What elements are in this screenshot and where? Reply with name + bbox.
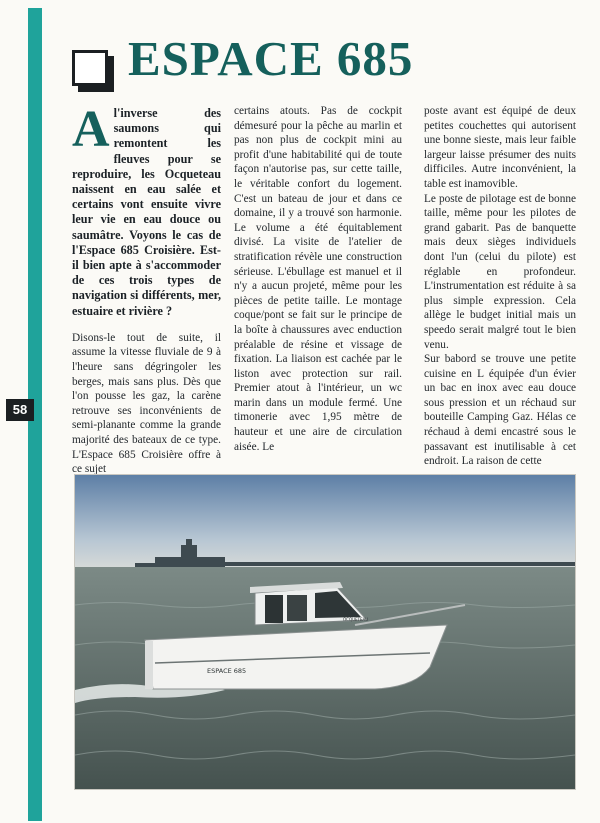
boat-photo <box>74 474 576 790</box>
body-paragraph: certains atouts. Pas de cockpit démesuré pour la pêche au marlin et pas non plus de cockpit mini au profit d'une habitabilité qui de toute façon n'autorise pas, sur cette taille, le véritable confort du logement. C'est un bateau de jour et dans ce domaine, il y a trouvé son harmonie. Le volume a été équitablement divisé. La visite de l'atelier de stratification révèle une construction sérieuse. L'ébullage est manuel et il n'y a aucun projeté, même pour les pièces de petite taille. Le montage coque/pont se fait sur le principe de la boîte à chaussures avec enduction préalable de résine et vissage de fixation. La liaison est cachée par le liston avec protection sur rail. Premier atout à l'intérieur, un wc marin dans un module fermé. Une timonerie avec 1,95 mètre de hauteur et une aire de circulation aisée. Le <box>234 105 402 453</box>
body-paragraph: poste avant est équipé de deux petites couchettes qui autorisent une bonne sieste, mais leur faible largeur laisse présumer des nuits difficiles. Autre inconvénient, la table est inamovible. <box>424 105 576 190</box>
article-column-1 <box>72 101 221 477</box>
intro-text: l'inverse des saumons qui remontent les fleuves pour se reproduire, les Ocqueteau naissent en eau salée et certains vont ensuite vivre leur vie en eau douce ou saumâtre. Voyons le cas de l'Espace 685 Croisière. Est-il bien apte à s'accommoder de ces trois types de navigation si différents, mer, estuaire et rivière ? <box>72 106 221 318</box>
intro-paragraph <box>72 101 221 319</box>
page-number: 58 <box>6 399 34 421</box>
sky <box>75 475 575 567</box>
body-paragraph: Le poste de pilotage est de bonne taille, même pour les pilotes de grand gabarit. Pas de banquette mais deux sièges individuels dont l'un (celui du pilote) est réglable en profondeur. L'instrumentation est réduite à sa plus simple expression. Cela allège le budget initial mais un speedo serait malgré tout le bien venu. <box>424 192 576 351</box>
title-square-icon <box>72 50 108 86</box>
article-column-2 <box>234 104 402 454</box>
drop-cap: A <box>72 101 110 158</box>
body-paragraph: Sur babord se trouve une petite cuisine en L équipée d'un évier un bac en inox avec eau douce sous pression et un réchaud sur bouteille Camping Gaz. Hélas ce réchaud à demi encastré sous le passavant est inutilisable à cet endroit. La raison de cette <box>424 353 576 468</box>
body-paragraph: Disons-le tout de suite, il assume la vitesse fluviale de 9 à l'heure sans dégringoler les berges, mais sans plus. Dès que l'on pousse les gaz, la carène retrouve ses inconvénients de semi-planante comme la grande majorité des bateaux de ce type. L'Espace 685 Croisière offre à ce sujet <box>72 331 221 476</box>
brand-label: OCQUETEAU <box>343 617 369 622</box>
page-title: ESPACE 685 <box>128 31 414 86</box>
hull-label: ESPACE 685 <box>207 667 247 675</box>
article-column-3 <box>424 104 576 469</box>
